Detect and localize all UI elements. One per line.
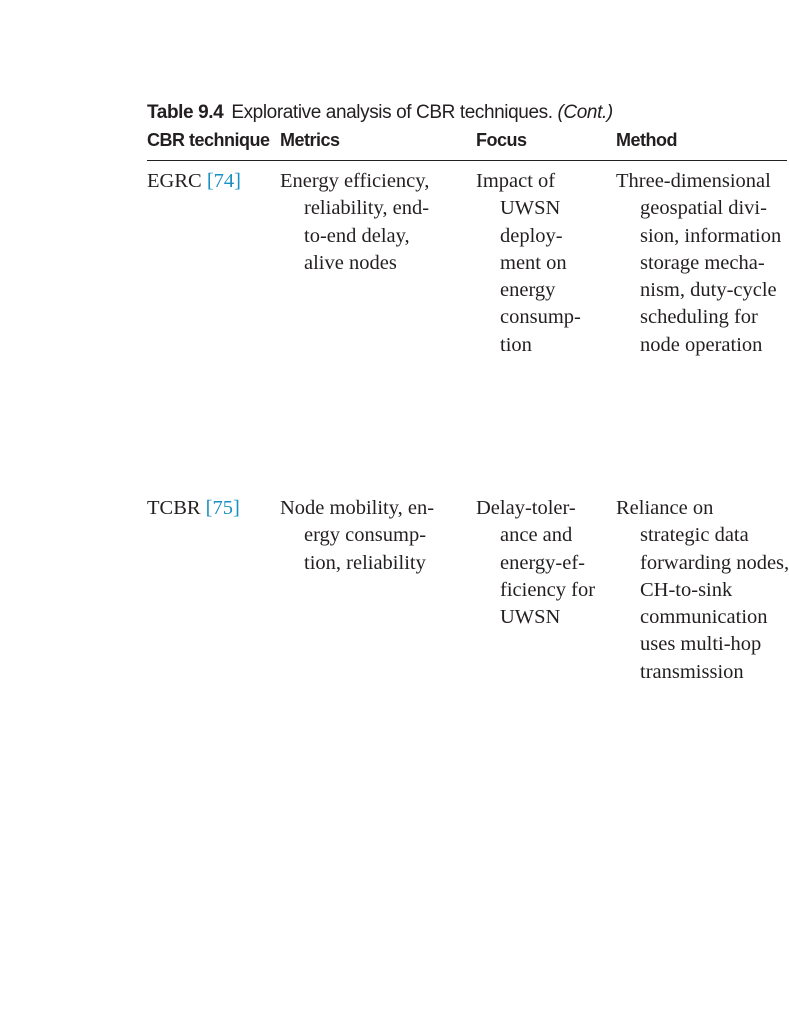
row-tcbr-focus	[476, 495, 595, 631]
table-number: Table 9.4	[147, 102, 224, 123]
column-header-method: Method	[616, 130, 677, 150]
method-line: storage mecha-	[640, 251, 765, 274]
metrics-line: Energy efficiency,	[280, 170, 430, 192]
focus-line: Impact of	[476, 170, 556, 192]
row-tcbr-technique	[147, 495, 240, 522]
method-line: geospatial divi-	[640, 197, 767, 220]
focus-line: UWSN	[500, 197, 561, 220]
method-line: uses multi-hop	[640, 633, 762, 656]
method-line: strategic data	[640, 524, 749, 547]
metrics-line: alive nodes	[304, 251, 397, 274]
method-line: transmission	[640, 660, 744, 683]
focus-line: ment on	[500, 251, 567, 274]
technique-name: EGRC	[147, 170, 202, 192]
focus-line: ance and	[500, 524, 573, 547]
focus-line: energy	[500, 279, 556, 302]
metrics-line: to-end delay,	[304, 224, 410, 247]
reference-link[interactable]: [75]	[205, 497, 240, 519]
focus-line: ficiency for	[500, 578, 596, 601]
row-tcbr-metrics	[280, 495, 434, 577]
method-line: communication	[640, 606, 768, 629]
focus-line: UWSN	[500, 606, 561, 629]
reference-link[interactable]: [74]	[206, 170, 241, 192]
table-caption	[147, 102, 613, 124]
technique-name: TCBR	[147, 497, 201, 519]
focus-line: Delay-toler-	[476, 497, 576, 519]
metrics-line: reliability, end-	[304, 197, 430, 220]
metrics-line: Node mobility, en-	[280, 497, 435, 519]
method-line: Reliance on	[616, 497, 714, 519]
method-line: node operation	[640, 333, 763, 356]
column-header-cbr-technique: CBR technique	[147, 130, 270, 150]
method-line: forwarding nodes,	[640, 551, 789, 574]
header-rule	[147, 160, 787, 161]
method-line: CH-to-sink	[640, 578, 733, 601]
column-header-metrics: Metrics	[280, 130, 340, 150]
row-egrc-metrics	[280, 168, 429, 277]
method-line: scheduling for	[640, 306, 758, 329]
method-line: sion, information	[640, 224, 782, 247]
row-egrc-method	[616, 168, 781, 359]
row-tcbr-method	[616, 495, 789, 686]
focus-line: consump-	[500, 306, 581, 329]
metrics-line: ergy consump-	[304, 524, 427, 547]
metrics-line: tion, reliability	[304, 551, 426, 574]
focus-line: tion	[500, 333, 532, 356]
row-egrc-technique	[147, 168, 241, 195]
table-title: Explorative analysis of CBR techniques.	[231, 102, 553, 123]
column-header-focus: Focus	[476, 130, 527, 150]
focus-line: deploy-	[500, 224, 563, 247]
focus-line: energy-ef-	[500, 551, 585, 574]
table-continued-note: (Cont.)	[557, 102, 613, 123]
method-line: nism, duty-cycle	[640, 279, 777, 302]
method-line: Three-dimensional	[616, 170, 771, 192]
row-egrc-focus	[476, 168, 581, 359]
